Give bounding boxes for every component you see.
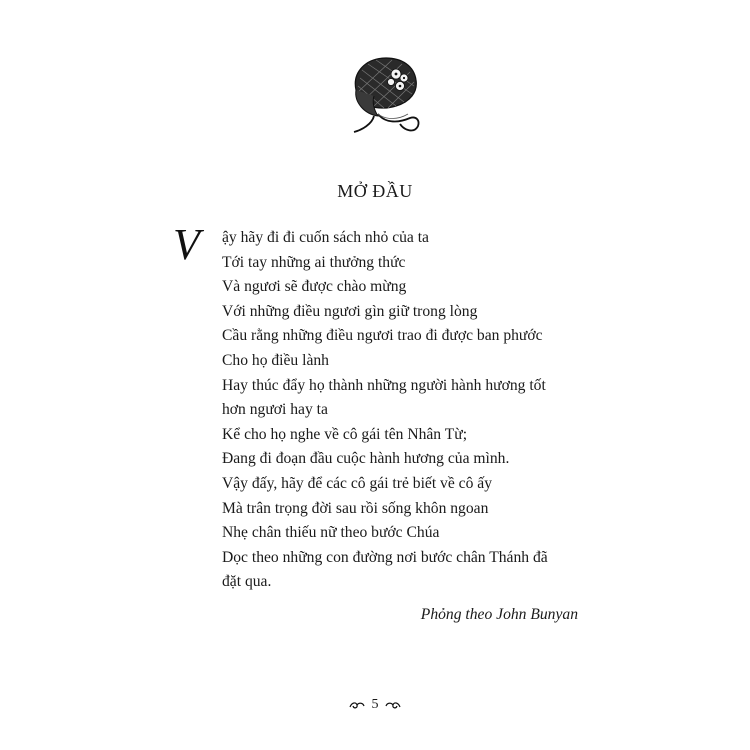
poem-line: Nhẹ chân thiếu nữ theo bước Chúa bbox=[222, 524, 440, 542]
scroll-ornament-right-icon bbox=[385, 700, 401, 710]
poem-line: Hay thúc đẩy họ thành những người hành hương tốt bbox=[222, 376, 546, 394]
poem-line: đặt qua. bbox=[222, 573, 272, 591]
page-number: 5 bbox=[371, 697, 379, 712]
poem-line: Đang đi đoạn đầu cuộc hành hương của mình. bbox=[222, 450, 510, 468]
poem-line: hơn ngươi hay ta bbox=[222, 401, 328, 419]
bonnet-illustration-icon bbox=[344, 50, 426, 136]
poem-line: Dọc theo những con đường nơi bước chân Thánh đã bbox=[222, 548, 548, 566]
poem-line: Cho họ điều lành bbox=[222, 351, 329, 369]
poem-line: ậy hãy đi đi cuốn sách nhỏ của ta bbox=[222, 229, 429, 246]
scroll-ornament-left-icon bbox=[349, 700, 365, 710]
poem-line: Mà trân trọng đời sau rồi sống khôn ngoan bbox=[222, 499, 489, 517]
poem-body bbox=[222, 226, 548, 595]
page-title: MỞ ĐẦU bbox=[337, 181, 413, 201]
poem-line: Tới tay những ai thưởng thức bbox=[222, 253, 406, 271]
poem-line: Kể cho họ nghe về cô gái tên Nhân Từ; bbox=[222, 425, 468, 443]
attribution: Phỏng theo John Bunyan bbox=[420, 606, 578, 623]
drop-cap: V bbox=[173, 220, 200, 269]
poem-line: Và ngươi sẽ được chào mừng bbox=[222, 278, 407, 296]
poem-line: Với những điều ngươi gìn giữ trong lòng bbox=[222, 302, 478, 320]
poem-line: Vậy đấy, hãy để các cô gái trẻ biết về cô ấy bbox=[222, 474, 493, 492]
page-footer bbox=[0, 697, 750, 713]
poem-line: Cầu rằng những điều ngươi trao đi được ban phước bbox=[222, 327, 543, 345]
